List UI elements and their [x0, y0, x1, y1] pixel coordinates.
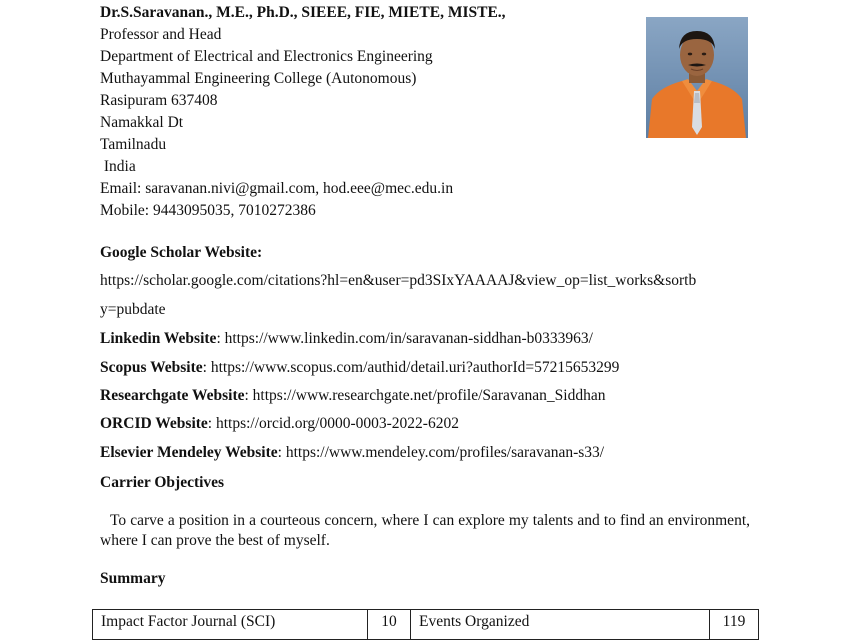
profile-photo: [646, 17, 748, 138]
summary-cell-label1: Impact Factor Journal (SCI): [93, 610, 368, 640]
objective-heading: Carrier Objectives: [100, 474, 225, 491]
linkedin-row: [100, 329, 593, 349]
summary-cell-label2: Events Organized: [411, 610, 710, 640]
department: Department of Electrical and Electronics Engineering: [100, 48, 433, 65]
college: Muthayammal Engineering College (Autonomous): [100, 70, 417, 87]
scholar-label: Google Scholar Website:: [100, 244, 263, 261]
summary-table: [92, 609, 759, 640]
researchgate-label: Researchgate Website: [100, 387, 245, 404]
orcid-link[interactable]: : https://orcid.org/0000-0003-2022-6202: [207, 415, 459, 432]
orcid-row: [100, 414, 459, 434]
orcid-label: ORCID Website: [100, 415, 208, 432]
summary-cell-value2: 119: [710, 610, 759, 640]
country: India: [100, 158, 136, 175]
designation: Professor and Head: [100, 26, 222, 43]
scopus-label: Scopus Website: [100, 359, 203, 376]
scopus-row: [100, 358, 619, 378]
mendeley-link[interactable]: : https://www.mendeley.com/profiles/saravanan-s33/: [277, 444, 605, 461]
mobile: Mobile: 9443095035, 7010272386: [100, 202, 316, 219]
profile-photo-image: [646, 17, 748, 138]
linkedin-label: Linkedin Website: [100, 330, 217, 347]
summary-heading: Summary: [100, 570, 166, 587]
researchgate-row: [100, 386, 605, 406]
name-line: Dr.S.Saravanan., M.E., Ph.D., SIEEE, FIE, MIETE, MISTE.,: [100, 4, 506, 21]
scholar-link-line2[interactable]: y=pubdate: [100, 301, 166, 318]
email[interactable]: Email: saravanan.nivi@gmail.com, hod.eee@mec.edu.in: [100, 180, 454, 197]
district: Namakkal Dt: [100, 114, 184, 131]
linkedin-link[interactable]: : https://www.linkedin.com/in/saravanan-siddhan-b0333963/: [216, 330, 593, 347]
scopus-link[interactable]: : https://www.scopus.com/authid/detail.uri?authorId=57215653299: [202, 359, 620, 376]
researchgate-link[interactable]: : https://www.researchgate.net/profile/Saravanan_Siddhan: [244, 387, 606, 404]
summary-cell-value1: 10: [368, 610, 411, 640]
table-row: [93, 610, 759, 640]
mendeley-label: Elsevier Mendeley Website: [100, 444, 278, 461]
objective-text: To carve a position in a courteous concern, where I can explore my talents and to find an environment, where I can prove the best of myself.: [100, 512, 750, 549]
scholar-link-line1[interactable]: https://scholar.google.com/citations?hl=en&user=pd3SIxYAAAAJ&view_op=list_works&sortb: [100, 272, 697, 289]
city: Rasipuram 637408: [100, 92, 218, 109]
state: Tamilnadu: [100, 136, 167, 153]
mendeley-row: [100, 443, 604, 463]
